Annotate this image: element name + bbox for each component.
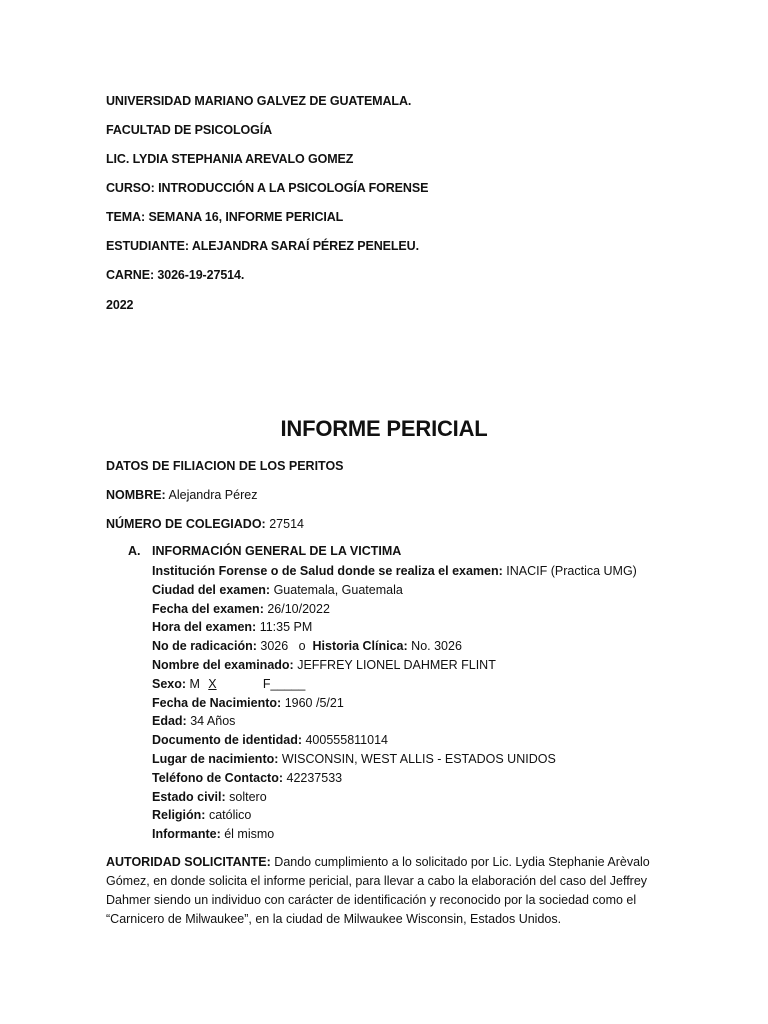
field-institution: Institución Forense o de Salud donde se realiza el examen: INACIF (Practica UMG) bbox=[152, 564, 637, 578]
field-radication: No de radicación: 3026 o Historia Clínica: No. 3026 bbox=[152, 639, 462, 653]
authority-text: Dando cumplimiento a lo solicitado por Lic. Lydia Stephanie Arèvalo Gómez, en donde solicita el informe pericial, para llevar a cabo la elaboración del caso del Jeffrey Dahmer siendo un individuo con carácter de identificación y reconocido por la sociedad como el “Carnicero de Milwaukee”, en la ciudad de Milwaukee Wisconsin, Estados Unidos. bbox=[106, 855, 650, 926]
field-birth-date: Fecha de Nacimiento: 1960 /5/21 bbox=[152, 696, 344, 710]
authority-paragraph bbox=[106, 853, 686, 929]
year: 2022 bbox=[106, 298, 134, 312]
student-name: ESTUDIANTE: ALEJANDRA SARAÍ PÉREZ PENELEU. bbox=[106, 239, 419, 253]
expert-name-value: Alejandra Pérez bbox=[168, 488, 258, 502]
university-name: UNIVERSIDAD MARIANO GALVEZ DE GUATEMALA. bbox=[106, 94, 412, 108]
expert-name-label: NOMBRE: bbox=[106, 488, 166, 502]
expert-name-line bbox=[106, 488, 257, 502]
faculty-name: FACULTAD DE PSICOLOGÍA bbox=[106, 123, 273, 137]
field-sex: Sexo: M X F_____ bbox=[152, 677, 306, 691]
field-exam-date: Fecha del examen: 26/10/2022 bbox=[152, 602, 330, 616]
field-phone: Teléfono de Contacto: 42237533 bbox=[152, 771, 343, 785]
college-number-label: NÚMERO DE COLEGIADO: bbox=[106, 517, 266, 531]
college-number-line bbox=[106, 517, 304, 531]
sex-f: F_____ bbox=[262, 677, 306, 691]
field-exam-time: Hora del examen: 11:35 PM bbox=[152, 620, 313, 634]
professor-name: LIC. LYDIA STEPHANIA AREVALO GOMEZ bbox=[106, 152, 354, 166]
topic-name: TEMA: SEMANA 16, INFORME PERICIAL bbox=[106, 210, 344, 224]
section-a-title: INFORMACIÓN GENERAL DE LA VICTIMA bbox=[152, 544, 402, 558]
page-title: INFORME PERICIAL bbox=[280, 416, 488, 441]
authority-label: AUTORIDAD SOLICITANTE: bbox=[106, 855, 271, 869]
field-civil-status: Estado civil: soltero bbox=[152, 790, 267, 804]
section-a-letter: A. bbox=[128, 544, 141, 558]
experts-heading: DATOS DE FILIACION DE LOS PERITOS bbox=[106, 459, 344, 473]
student-carne: CARNE: 3026-19-27514. bbox=[106, 268, 245, 282]
section-a-heading bbox=[128, 544, 401, 558]
field-birthplace: Lugar de nacimiento: WISCONSIN, WEST ALLIS - ESTADOS UNIDOS bbox=[152, 752, 556, 766]
field-informant: Informante: él mismo bbox=[152, 827, 275, 841]
sex-m-mark: X bbox=[208, 677, 217, 691]
field-age: Edad: 34 Años bbox=[152, 714, 236, 728]
field-id-document: Documento de identidad: 400555811014 bbox=[152, 733, 388, 747]
course-name: CURSO: INTRODUCCIÓN A LA PSICOLOGÍA FORENSE bbox=[106, 181, 429, 195]
college-number-value: 27514 bbox=[269, 517, 304, 531]
field-religion: Religión: católico bbox=[152, 808, 252, 822]
field-examined-name: Nombre del examinado: JEFFREY LIONEL DAHMER FLINT bbox=[152, 658, 496, 672]
field-city: Ciudad del examen: Guatemala, Guatemala bbox=[152, 583, 403, 597]
